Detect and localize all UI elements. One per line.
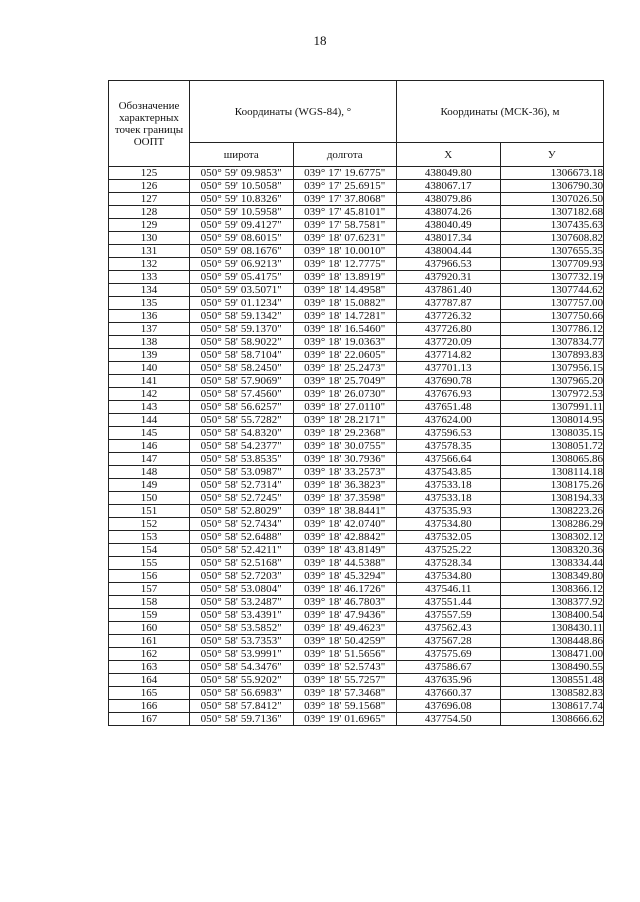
y-cell: 1308617.74 <box>500 700 604 713</box>
table-row <box>109 492 604 505</box>
x-cell: 437575.69 <box>397 648 501 661</box>
y-cell: 1308334.44 <box>500 557 604 570</box>
y-cell: 1308400.54 <box>500 609 604 622</box>
latitude-cell: 050° 58' 52.7203" <box>190 570 294 583</box>
point-id-cell: 130 <box>109 232 190 245</box>
longitude-cell: 039° 18' 25.7049" <box>293 375 397 388</box>
longitude-cell: 039° 18' 15.0882" <box>293 297 397 310</box>
table-row <box>109 570 604 583</box>
table-row <box>109 648 604 661</box>
y-cell: 1307893.83 <box>500 349 604 362</box>
longitude-cell: 039° 18' 46.7803" <box>293 596 397 609</box>
table-row <box>109 258 604 271</box>
y-cell: 1308320.36 <box>500 544 604 557</box>
table-row <box>109 206 604 219</box>
table-row <box>109 544 604 557</box>
y-cell: 1308223.26 <box>500 505 604 518</box>
x-cell: 437720.09 <box>397 336 501 349</box>
y-cell: 1307750.66 <box>500 310 604 323</box>
y-cell: 1308286.29 <box>500 518 604 531</box>
point-id-cell: 143 <box>109 401 190 414</box>
point-id-cell: 166 <box>109 700 190 713</box>
latitude-cell: 050° 58' 53.4391" <box>190 609 294 622</box>
point-id-cell: 142 <box>109 388 190 401</box>
table-row <box>109 531 604 544</box>
table-row <box>109 388 604 401</box>
x-cell: 438067.17 <box>397 180 501 193</box>
y-cell: 1308302.12 <box>500 531 604 544</box>
x-cell: 437551.44 <box>397 596 501 609</box>
header-msk36: Координаты (МСК-36), м <box>397 81 604 143</box>
x-cell: 437754.50 <box>397 713 501 726</box>
point-id-cell: 140 <box>109 362 190 375</box>
longitude-cell: 039° 17' 19.6775" <box>293 167 397 180</box>
x-cell: 437690.78 <box>397 375 501 388</box>
x-cell: 437596.53 <box>397 427 501 440</box>
table-row <box>109 349 604 362</box>
latitude-cell: 050° 58' 53.8535" <box>190 453 294 466</box>
table-row <box>109 440 604 453</box>
point-id-cell: 155 <box>109 557 190 570</box>
y-cell: 1308430.11 <box>500 622 604 635</box>
point-id-cell: 133 <box>109 271 190 284</box>
longitude-cell: 039° 18' 27.0110" <box>293 401 397 414</box>
point-id-cell: 151 <box>109 505 190 518</box>
longitude-cell: 039° 18' 13.8919" <box>293 271 397 284</box>
table-row <box>109 323 604 336</box>
y-cell: 1308175.26 <box>500 479 604 492</box>
latitude-cell: 050° 58' 53.7353" <box>190 635 294 648</box>
point-id-cell: 132 <box>109 258 190 271</box>
y-cell: 1307972.53 <box>500 388 604 401</box>
x-cell: 437557.59 <box>397 609 501 622</box>
y-cell: 1308377.92 <box>500 596 604 609</box>
y-cell: 1307757.00 <box>500 297 604 310</box>
x-cell: 437635.96 <box>397 674 501 687</box>
y-cell: 1308349.80 <box>500 570 604 583</box>
latitude-cell: 050° 59' 01.1234" <box>190 297 294 310</box>
point-id-cell: 164 <box>109 674 190 687</box>
longitude-cell: 039° 17' 37.8068" <box>293 193 397 206</box>
x-cell: 437533.18 <box>397 492 501 505</box>
y-cell: 1307732.19 <box>500 271 604 284</box>
point-id-cell: 157 <box>109 583 190 596</box>
longitude-cell: 039° 19' 01.6965" <box>293 713 397 726</box>
point-id-cell: 141 <box>109 375 190 388</box>
latitude-cell: 050° 58' 57.4560" <box>190 388 294 401</box>
point-id-cell: 137 <box>109 323 190 336</box>
longitude-cell: 039° 18' 28.2171" <box>293 414 397 427</box>
longitude-cell: 039° 18' 07.6231" <box>293 232 397 245</box>
latitude-cell: 050° 58' 57.8412" <box>190 700 294 713</box>
longitude-cell: 039° 18' 36.3823" <box>293 479 397 492</box>
latitude-cell: 050° 58' 52.7314" <box>190 479 294 492</box>
point-id-cell: 156 <box>109 570 190 583</box>
x-cell: 437533.18 <box>397 479 501 492</box>
point-id-cell: 158 <box>109 596 190 609</box>
table-row <box>109 453 604 466</box>
table-row <box>109 674 604 687</box>
x-cell: 438040.49 <box>397 219 501 232</box>
y-cell: 1308490.55 <box>500 661 604 674</box>
header-x: Х <box>397 143 501 167</box>
y-cell: 1307182.68 <box>500 206 604 219</box>
point-id-cell: 152 <box>109 518 190 531</box>
y-cell: 1308666.62 <box>500 713 604 726</box>
latitude-cell: 050° 59' 03.5071" <box>190 284 294 297</box>
point-id-cell: 153 <box>109 531 190 544</box>
longitude-cell: 039° 18' 19.0363" <box>293 336 397 349</box>
latitude-cell: 050° 58' 52.8029" <box>190 505 294 518</box>
y-cell: 1308065.86 <box>500 453 604 466</box>
latitude-cell: 050° 59' 10.8326" <box>190 193 294 206</box>
x-cell: 437701.13 <box>397 362 501 375</box>
latitude-cell: 050° 59' 10.5058" <box>190 180 294 193</box>
point-id-cell: 147 <box>109 453 190 466</box>
y-cell: 1308551.48 <box>500 674 604 687</box>
table-row <box>109 310 604 323</box>
longitude-cell: 039° 18' 22.0605" <box>293 349 397 362</box>
point-id-cell: 154 <box>109 544 190 557</box>
latitude-cell: 050° 58' 59.1370" <box>190 323 294 336</box>
y-cell: 1308582.83 <box>500 687 604 700</box>
y-cell: 1307834.77 <box>500 336 604 349</box>
header-y: У <box>500 143 604 167</box>
x-cell: 437534.80 <box>397 570 501 583</box>
latitude-cell: 050° 58' 58.7104" <box>190 349 294 362</box>
longitude-cell: 039° 18' 30.7936" <box>293 453 397 466</box>
x-cell: 437543.85 <box>397 466 501 479</box>
x-cell: 438074.26 <box>397 206 501 219</box>
table-row <box>109 232 604 245</box>
x-cell: 438079.86 <box>397 193 501 206</box>
table-row <box>109 414 604 427</box>
longitude-cell: 039° 18' 42.0740" <box>293 518 397 531</box>
point-id-cell: 145 <box>109 427 190 440</box>
longitude-cell: 039° 18' 45.3294" <box>293 570 397 583</box>
table-row <box>109 596 604 609</box>
longitude-cell: 039° 18' 33.2573" <box>293 466 397 479</box>
y-cell: 1308194.33 <box>500 492 604 505</box>
y-cell: 1307965.20 <box>500 375 604 388</box>
point-id-cell: 160 <box>109 622 190 635</box>
latitude-cell: 050° 58' 53.9991" <box>190 648 294 661</box>
x-cell: 437651.48 <box>397 401 501 414</box>
longitude-cell: 039° 18' 16.5460" <box>293 323 397 336</box>
latitude-cell: 050° 59' 09.9853" <box>190 167 294 180</box>
x-cell: 437726.80 <box>397 323 501 336</box>
header-point-id: Обозначение характерных точек границы ООПТ <box>109 81 190 167</box>
table-row <box>109 362 604 375</box>
table-row <box>109 271 604 284</box>
point-id-cell: 128 <box>109 206 190 219</box>
y-cell: 1307026.50 <box>500 193 604 206</box>
x-cell: 437676.93 <box>397 388 501 401</box>
longitude-cell: 039° 18' 12.7775" <box>293 258 397 271</box>
point-id-cell: 138 <box>109 336 190 349</box>
table-row <box>109 219 604 232</box>
latitude-cell: 050° 58' 54.8320" <box>190 427 294 440</box>
point-id-cell: 148 <box>109 466 190 479</box>
y-cell: 1308035.15 <box>500 427 604 440</box>
x-cell: 437567.28 <box>397 635 501 648</box>
x-cell: 437696.08 <box>397 700 501 713</box>
table-row <box>109 687 604 700</box>
longitude-cell: 039° 18' 14.4958" <box>293 284 397 297</box>
point-id-cell: 126 <box>109 180 190 193</box>
y-cell: 1306673.18 <box>500 167 604 180</box>
longitude-cell: 039° 18' 51.5656" <box>293 648 397 661</box>
y-cell: 1308014.95 <box>500 414 604 427</box>
y-cell: 1307608.82 <box>500 232 604 245</box>
y-cell: 1307709.93 <box>500 258 604 271</box>
x-cell: 437624.00 <box>397 414 501 427</box>
latitude-cell: 050° 58' 53.5852" <box>190 622 294 635</box>
y-cell: 1308051.72 <box>500 440 604 453</box>
x-cell: 437787.87 <box>397 297 501 310</box>
latitude-cell: 050° 58' 56.6983" <box>190 687 294 700</box>
x-cell: 437660.37 <box>397 687 501 700</box>
latitude-cell: 050° 58' 52.6488" <box>190 531 294 544</box>
latitude-cell: 050° 58' 55.9202" <box>190 674 294 687</box>
table-row <box>109 245 604 258</box>
x-cell: 437726.32 <box>397 310 501 323</box>
latitude-cell: 050° 59' 05.4175" <box>190 271 294 284</box>
table-row <box>109 284 604 297</box>
longitude-cell: 039° 18' 44.5388" <box>293 557 397 570</box>
longitude-cell: 039° 18' 30.0755" <box>293 440 397 453</box>
latitude-cell: 050° 58' 57.9069" <box>190 375 294 388</box>
x-cell: 437562.43 <box>397 622 501 635</box>
page-number: 18 <box>313 33 327 48</box>
table-row <box>109 518 604 531</box>
table-row <box>109 427 604 440</box>
table-row <box>109 167 604 180</box>
table-row <box>109 635 604 648</box>
longitude-cell: 039° 18' 26.0730" <box>293 388 397 401</box>
point-id-cell: 165 <box>109 687 190 700</box>
longitude-cell: 039° 17' 58.7581" <box>293 219 397 232</box>
x-cell: 438049.80 <box>397 167 501 180</box>
point-id-cell: 139 <box>109 349 190 362</box>
header-longitude: долгота <box>293 143 397 167</box>
point-id-cell: 125 <box>109 167 190 180</box>
point-id-cell: 131 <box>109 245 190 258</box>
x-cell: 437966.53 <box>397 258 501 271</box>
longitude-cell: 039° 18' 52.5743" <box>293 661 397 674</box>
x-cell: 437534.80 <box>397 518 501 531</box>
y-cell: 1306790.30 <box>500 180 604 193</box>
latitude-cell: 050° 58' 59.7136" <box>190 713 294 726</box>
latitude-cell: 050° 59' 10.5958" <box>190 206 294 219</box>
latitude-cell: 050° 59' 08.6015" <box>190 232 294 245</box>
latitude-cell: 050° 58' 53.0987" <box>190 466 294 479</box>
table-row <box>109 180 604 193</box>
table-row <box>109 661 604 674</box>
table-body <box>109 167 604 726</box>
x-cell: 437861.40 <box>397 284 501 297</box>
latitude-cell: 050° 58' 52.7245" <box>190 492 294 505</box>
point-id-cell: 134 <box>109 284 190 297</box>
longitude-cell: 039° 18' 10.0010" <box>293 245 397 258</box>
latitude-cell: 050° 59' 06.9213" <box>190 258 294 271</box>
coordinates-table <box>108 80 604 726</box>
table-row <box>109 479 604 492</box>
longitude-cell: 039° 18' 14.7281" <box>293 310 397 323</box>
longitude-cell: 039° 18' 37.3598" <box>293 492 397 505</box>
latitude-cell: 050° 58' 54.2377" <box>190 440 294 453</box>
longitude-cell: 039° 18' 57.3468" <box>293 687 397 700</box>
point-id-cell: 127 <box>109 193 190 206</box>
x-cell: 438004.44 <box>397 245 501 258</box>
table-row <box>109 401 604 414</box>
x-cell: 437566.64 <box>397 453 501 466</box>
longitude-cell: 039° 18' 29.2368" <box>293 427 397 440</box>
latitude-cell: 050° 58' 58.2450" <box>190 362 294 375</box>
x-cell: 437578.35 <box>397 440 501 453</box>
x-cell: 437586.67 <box>397 661 501 674</box>
y-cell: 1308114.18 <box>500 466 604 479</box>
latitude-cell: 050° 58' 58.9022" <box>190 336 294 349</box>
x-cell: 437528.34 <box>397 557 501 570</box>
x-cell: 437532.05 <box>397 531 501 544</box>
x-cell: 437714.82 <box>397 349 501 362</box>
point-id-cell: 161 <box>109 635 190 648</box>
header-wgs84: Координаты (WGS-84), ° <box>190 81 397 143</box>
latitude-cell: 050° 58' 54.3476" <box>190 661 294 674</box>
point-id-cell: 149 <box>109 479 190 492</box>
table-row <box>109 557 604 570</box>
y-cell: 1307655.35 <box>500 245 604 258</box>
point-id-cell: 136 <box>109 310 190 323</box>
longitude-cell: 039° 18' 46.1726" <box>293 583 397 596</box>
table-row <box>109 583 604 596</box>
longitude-cell: 039° 18' 47.9436" <box>293 609 397 622</box>
latitude-cell: 050° 58' 59.1342" <box>190 310 294 323</box>
x-cell: 437535.93 <box>397 505 501 518</box>
longitude-cell: 039° 18' 50.4259" <box>293 635 397 648</box>
latitude-cell: 050° 58' 52.7434" <box>190 518 294 531</box>
latitude-cell: 050° 58' 53.0804" <box>190 583 294 596</box>
y-cell: 1307991.11 <box>500 401 604 414</box>
latitude-cell: 050° 58' 56.6257" <box>190 401 294 414</box>
table-row <box>109 193 604 206</box>
header-latitude: широта <box>190 143 294 167</box>
table-row <box>109 713 604 726</box>
point-id-cell: 167 <box>109 713 190 726</box>
x-cell: 437920.31 <box>397 271 501 284</box>
point-id-cell: 144 <box>109 414 190 427</box>
table-row <box>109 336 604 349</box>
table-row <box>109 622 604 635</box>
table-row <box>109 466 604 479</box>
point-id-cell: 135 <box>109 297 190 310</box>
latitude-cell: 050° 58' 55.7282" <box>190 414 294 427</box>
table-row <box>109 297 604 310</box>
table-row <box>109 609 604 622</box>
table-row <box>109 505 604 518</box>
latitude-cell: 050° 58' 53.2487" <box>190 596 294 609</box>
y-cell: 1307956.15 <box>500 362 604 375</box>
longitude-cell: 039° 18' 43.8149" <box>293 544 397 557</box>
table-row <box>109 375 604 388</box>
longitude-cell: 039° 18' 55.7257" <box>293 674 397 687</box>
x-cell: 437546.11 <box>397 583 501 596</box>
y-cell: 1308366.12 <box>500 583 604 596</box>
longitude-cell: 039° 18' 25.2473" <box>293 362 397 375</box>
latitude-cell: 050° 58' 52.4211" <box>190 544 294 557</box>
y-cell: 1307786.12 <box>500 323 604 336</box>
point-id-cell: 163 <box>109 661 190 674</box>
longitude-cell: 039° 17' 25.6915" <box>293 180 397 193</box>
y-cell: 1308471.00 <box>500 648 604 661</box>
table-row <box>109 700 604 713</box>
longitude-cell: 039° 18' 38.8441" <box>293 505 397 518</box>
x-cell: 437525.22 <box>397 544 501 557</box>
latitude-cell: 050° 58' 52.5168" <box>190 557 294 570</box>
longitude-cell: 039° 18' 59.1568" <box>293 700 397 713</box>
x-cell: 438017.34 <box>397 232 501 245</box>
point-id-cell: 159 <box>109 609 190 622</box>
y-cell: 1308448.86 <box>500 635 604 648</box>
point-id-cell: 146 <box>109 440 190 453</box>
longitude-cell: 039° 17' 45.8101" <box>293 206 397 219</box>
latitude-cell: 050° 59' 09.4127" <box>190 219 294 232</box>
point-id-cell: 150 <box>109 492 190 505</box>
longitude-cell: 039° 18' 42.8842" <box>293 531 397 544</box>
point-id-cell: 129 <box>109 219 190 232</box>
latitude-cell: 050° 59' 08.1676" <box>190 245 294 258</box>
y-cell: 1307744.62 <box>500 284 604 297</box>
y-cell: 1307435.63 <box>500 219 604 232</box>
longitude-cell: 039° 18' 49.4623" <box>293 622 397 635</box>
point-id-cell: 162 <box>109 648 190 661</box>
